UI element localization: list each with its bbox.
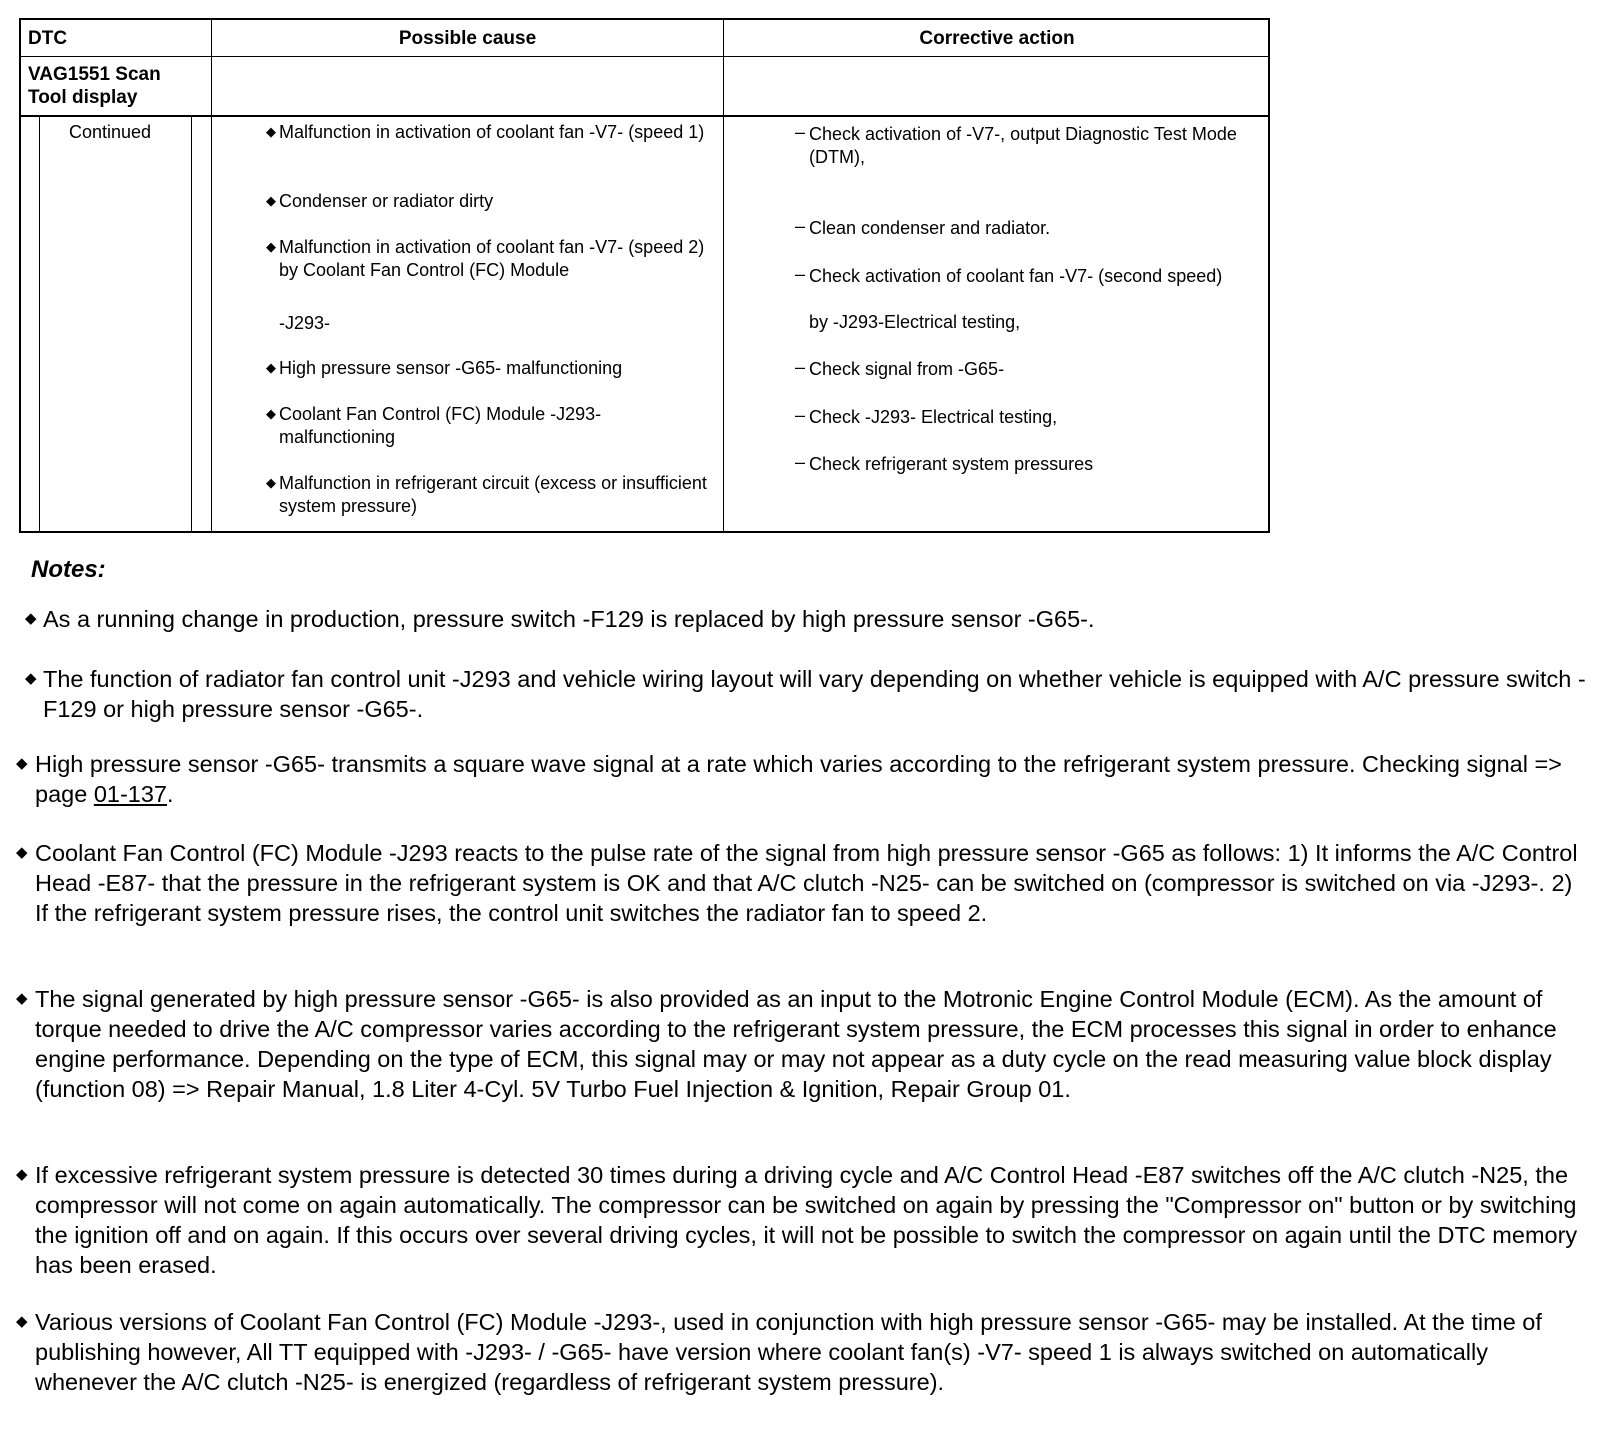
cause-item: ◆ Malfunction in refrigerant circuit (excess or insufficient system pressure) (266, 473, 707, 516)
note-item: ◆ If excessive refrigerant system pressure is detected 30 times during a driving cycle and A/C Control Head -E87 switches off the A/C clutch -N25, the compressor will not come on again automatically. The compressor can be switched on again by pressing the "Compressor on" button or by switching the ignition off and on again. If this occurs over several driving cycles, it will not be possible to switch the compressor on again until the DTC memory has been erased. (16, 1162, 1578, 1278)
action-item: – Check activation of coolant fan -V7- (second speed) (795, 264, 1223, 286)
bullet-icon: ◆ (266, 124, 276, 139)
action-item: – Check -J293- Electrical testing, (795, 405, 1058, 427)
bullet-icon: ◆ (266, 193, 276, 208)
header-corrective-action: Corrective action (919, 28, 1075, 49)
dash-icon: – (795, 452, 806, 472)
bullet-icon: ◆ (266, 406, 276, 421)
note-item: ◆ The function of radiator fan control unit -J293 and vehicle wiring layout will vary depending on whether vehicle is equipped with A/C pressure switch -F129 or high pressure sensor -G65-. (25, 666, 1586, 722)
note-item: ◆ High pressure sensor -G65- transmits a square wave signal at a rate which varies according to the refrigerant system pressure. Checking signal => page 01-137. (16, 751, 1562, 807)
bullet-icon: ◆ (25, 670, 37, 687)
column-divider (191, 117, 192, 531)
bullet-icon: ◆ (16, 1166, 28, 1183)
header-possible-cause: Possible cause (398, 28, 537, 49)
bullet-icon: ◆ (266, 360, 276, 375)
continued-label: Continued (69, 122, 152, 142)
table-subheader-row (21, 57, 1268, 117)
bullet-icon: ◆ (16, 755, 28, 772)
bullet-icon: ◆ (266, 475, 276, 490)
page-link[interactable]: 01-137 (93, 781, 167, 807)
dash-icon: – (795, 216, 806, 236)
bullet-icon: ◆ (16, 990, 28, 1007)
scan-tool-display-label: VAG1551 Scan Tool display (28, 64, 161, 108)
dash-icon: – (795, 357, 806, 377)
bullet-icon: ◆ (25, 610, 37, 627)
header-dtc: DTC (28, 28, 68, 49)
dtc-table (19, 18, 1270, 533)
action-item: – Check refrigerant system pressures (795, 452, 1094, 474)
notes-title: Notes: (31, 556, 106, 583)
action-item: – Check signal from -G65- (795, 357, 1005, 379)
bullet-icon: ◆ (16, 844, 28, 861)
bullet-icon: ◆ (16, 1313, 28, 1330)
note-item: ◆ As a running change in production, pressure switch -F129 is replaced by high pressure sensor -G65-. (25, 606, 1095, 632)
cause-item: ◆ High pressure sensor -G65- malfunctioning (266, 358, 623, 378)
cause-item: ◆ Condenser or radiator dirty (266, 191, 494, 211)
column-divider (211, 20, 212, 531)
action-item: – Check activation of -V7-, output Diagnostic Test Mode (DTM), (795, 122, 1237, 167)
cause-item: ◆ Malfunction in activation of coolant fan -V7- (speed 2) by Coolant Fan Control (FC) Module (266, 237, 705, 280)
cause-item: ◆ Coolant Fan Control (FC) Module -J293- malfunctioning (266, 404, 602, 447)
note-item: ◆ Coolant Fan Control (FC) Module -J293 reacts to the pulse rate of the signal from high pressure sensor -G65 as follows: 1) It informs the A/C Control Head -E87- that the pressure in the refrigerant system is OK and that A/C clutch -N25- can be switched on (compressor is switched on via -J293-. 2) If the refrigerant system pressure rises, the control unit switches the radiator fan to speed 2. (16, 840, 1578, 926)
cause-item-continuation: -J293- (279, 313, 331, 333)
dash-icon: – (795, 264, 806, 284)
column-divider (39, 117, 40, 531)
note-item: ◆ Various versions of Coolant Fan Control (FC) Module -J293-, used in conjunction with high pressure sensor -G65- may be installed. At the time of publishing however, All TT equipped with -J293- / -G65- have version where coolant fan(s) -V7- speed 1 is always switched on automatically whenever the A/C clutch -N25- is energized (regardless of refrigerant system pressure). (16, 1309, 1542, 1395)
note-item: ◆ The signal generated by high pressure sensor -G65- is also provided as an input to the Motronic Engine Control Module (ECM). As the amount of torque needed to drive the A/C compressor varies according to the refrigerant system pressure, the ECM processes this signal in order to enhance engine performance. Depending on the type of ECM, this signal may or may not appear as a duty cycle on the read measuring value block display (function 08) => Repair Manual, 1.8 Liter 4-Cyl. 5V Turbo Fuel Injection & Ignition, Repair Group 01. (16, 986, 1557, 1102)
action-item: – Clean condenser and radiator. (795, 216, 1051, 238)
dash-icon: – (795, 405, 806, 425)
dash-icon: – (795, 122, 806, 142)
column-divider (723, 20, 724, 531)
action-item-continuation: by -J293-Electrical testing, (809, 312, 1021, 332)
bullet-icon: ◆ (266, 239, 276, 254)
cause-item: ◆ Malfunction in activation of coolant fan -V7- (speed 1) (266, 122, 705, 142)
